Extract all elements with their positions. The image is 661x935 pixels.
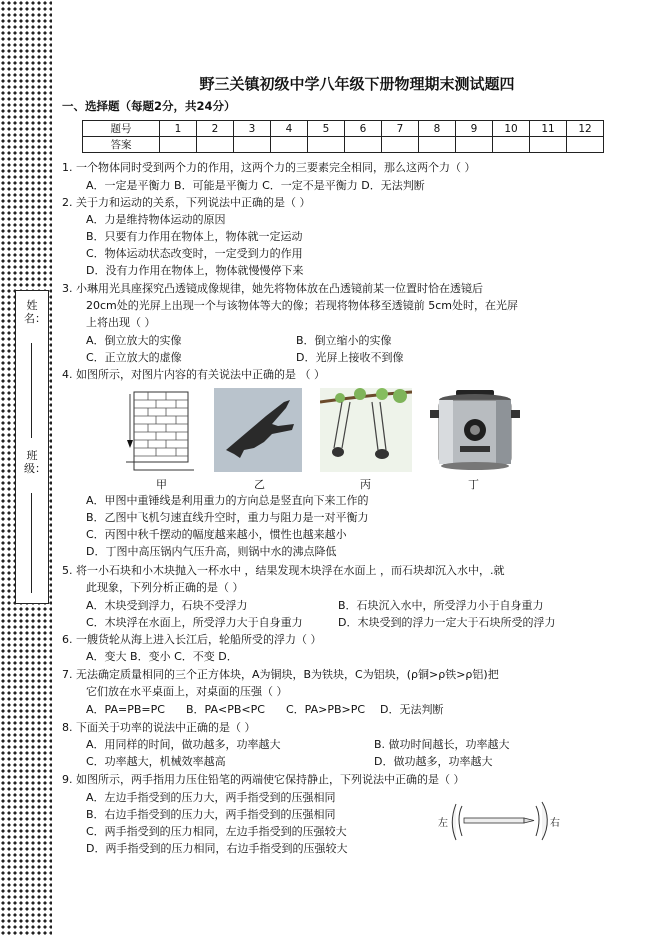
section-heading: 一、选择题（每题2分，共24分） — [62, 99, 236, 113]
q2-option-b: B．只要有力作用在物体上，物体就一定运动 — [86, 230, 303, 243]
q9-option-b: B．右边手指受到的压力大，两手指受到的压强相同 — [86, 808, 336, 821]
q2-stem: 2. 关于力和运动的关系，下列说法中正确的是（ ） — [62, 196, 311, 209]
table-row — [83, 137, 604, 153]
q4-stem: 4. 如图所示，对图片内容的有关说法中正确的是 （ ） — [62, 368, 325, 381]
q5-option-b: B．石块沉入水中，所受浮力小于自身重力 — [338, 599, 544, 612]
table-row — [83, 121, 604, 137]
q3-option-c: C．正立放大的虚像 — [86, 351, 182, 364]
answer-cell[interactable] — [308, 137, 345, 153]
table-cell: 1 — [160, 121, 197, 137]
q5-stem-2: 此现象，下列分析正确的是（ ） — [86, 581, 244, 594]
caption-ding: 丁 — [468, 478, 479, 491]
jet-figure — [214, 388, 302, 472]
table-cell: 5 — [308, 121, 345, 137]
answer-cell[interactable] — [456, 137, 493, 153]
q3-option-d: D．光屏上接收不到像 — [296, 351, 404, 364]
pencil-left-label: 左 — [438, 818, 448, 829]
q4-option-d: D．丁图中高压锅内气压升高，则锅中水的沸点降低 — [86, 545, 337, 558]
q5-option-a: A．木块受到浮力，石块不受浮力 — [86, 599, 248, 612]
q2-option-a: A．力是维持物体运动的原因 — [86, 213, 226, 226]
answer-cell[interactable] — [271, 137, 308, 153]
q8-option-b: B. 做功时间越长，功率越大 — [374, 738, 510, 751]
name-label: 姓名： — [24, 299, 46, 325]
pencil-right-label: 右 — [550, 818, 560, 829]
q2-option-d: D．没有力作用在物体上，物体就慢慢停下来 — [86, 264, 304, 277]
q1-stem: 1. 一个物体同时受到两个力的作用，这两个力的三要素完全相同，那么这两个力（ ） — [62, 161, 476, 174]
caption-yi: 乙 — [254, 478, 265, 491]
q8-option-c: C．功率越大，机械效率越高 — [86, 755, 226, 768]
table-cell: 2 — [197, 121, 234, 137]
swing-figure — [320, 388, 412, 472]
q7-stem-2: 它们放在水平桌面上，对桌面的压强（ ） — [86, 685, 288, 698]
pressure-cooker-figure — [430, 386, 520, 474]
q3-option-b: B．倒立缩小的实像 — [296, 334, 392, 347]
table-cell: 4 — [271, 121, 308, 137]
q8-option-d: D．做功越多，功率越大 — [374, 755, 493, 768]
q5-option-c: C．木块浮在水面上，所受浮力大于自身重力 — [86, 616, 303, 629]
exam-title: 野三关镇初级中学八年级下册物理期末测试题四 — [199, 75, 515, 93]
table-head-answer: 答案 — [83, 137, 160, 153]
q8-option-a: A．用同样的时间，做功越多，功率越大 — [86, 738, 281, 751]
q2-option-c: C．物体运动状态改变时，一定受到力的作用 — [86, 247, 303, 260]
table-cell: 10 — [493, 121, 530, 137]
plumb-line-figure — [126, 390, 194, 472]
answer-cell[interactable] — [567, 137, 604, 153]
q7-option-b: B．PA<PB<PC — [186, 703, 265, 716]
q9-stem: 9. 如图所示，两手指用力压住铅笔的两端使它保持静止，下列说法中正确的是（ ） — [62, 773, 465, 786]
answer-cell[interactable] — [234, 137, 271, 153]
q4-option-b: B．乙图中飞机匀速直线升空时，重力与阻力是一对平衡力 — [86, 511, 369, 524]
table-cell: 6 — [345, 121, 382, 137]
caption-jia: 甲 — [156, 478, 167, 491]
q7-stem-1: 7. 无法确定质量相同的三个正方体块，A为铜块，B为铁块，C为铝块，(ρ铜>ρ铁>ρ铝)把 — [62, 668, 499, 681]
class-label: 班级： — [24, 449, 46, 475]
q5-option-d: D．木块受到的浮力一定大于石块所受的浮力 — [338, 616, 556, 629]
student-info-box — [15, 290, 49, 604]
answer-table — [82, 120, 604, 153]
table-cell: 7 — [382, 121, 419, 137]
q7-option-c: C．PA>PB>PC — [286, 703, 366, 716]
table-cell: 12 — [567, 121, 604, 137]
table-cell: 11 — [530, 121, 567, 137]
caption-bing: 丙 — [360, 478, 371, 491]
answer-cell[interactable] — [345, 137, 382, 153]
q3-stem-2: 20cm处的光屏上出现一个与该物体等大的像；若现将物体移至透镜前 5cm处时，在光屏 — [86, 299, 519, 312]
table-cell: 3 — [234, 121, 271, 137]
q9-option-d: D．两手指受到的压力相同，右边手指受到的压强较大 — [86, 842, 348, 855]
answer-cell[interactable] — [493, 137, 530, 153]
q5-stem-1: 5. 将一小石块和小木块抛入一杯水中 ，结果发现木块浮在水面上 ，而石块却沉入水中，.就 — [62, 564, 505, 577]
pencil-fingers-figure — [434, 796, 564, 844]
q1-options: A．一定是平衡力 B．可能是平衡力 C．一定不是平衡力 D．无法判断 — [86, 179, 425, 192]
answer-cell[interactable] — [530, 137, 567, 153]
q4-option-c: C．丙图中秋千摆动的幅度越来越小，惯性也越来越小 — [86, 528, 347, 541]
answer-cell[interactable] — [160, 137, 197, 153]
answer-cell[interactable] — [382, 137, 419, 153]
answer-cell[interactable] — [197, 137, 234, 153]
q7-option-d: D．无法判断 — [380, 703, 444, 716]
q6-options: A．变大 B．变小 C．不变 D． — [86, 650, 238, 663]
q9-option-c: C．两手指受到的压力相同，左边手指受到的压强较大 — [86, 825, 347, 838]
name-blank-line — [31, 343, 32, 438]
q3-option-a: A．倒立放大的实像 — [86, 334, 182, 347]
q3-stem-1: 3. 小琳用光具座探究凸透镜成像规律，她先将物体放在凸透镜前某一位置时恰在透镜后 — [62, 282, 483, 295]
q9-option-a: A．左边手指受到的压力大，两手指受到的压强相同 — [86, 791, 336, 804]
table-cell: 8 — [419, 121, 456, 137]
q4-option-a: A．甲图中重锤线是利用重力的方向总是竖直向下来工作的 — [86, 494, 369, 507]
q3-stem-3: 上将出现（ ） — [86, 316, 156, 329]
class-blank-line — [31, 493, 32, 593]
q7-option-a: A．PA=PB=PC — [86, 703, 165, 716]
q8-stem: 8. 下面关于功率的说法中正确的是（ ） — [62, 721, 256, 734]
q6-stem: 6. 一艘货轮从海上进入长江后，轮船所受的浮力（ ） — [62, 633, 322, 646]
table-cell: 9 — [456, 121, 493, 137]
answer-cell[interactable] — [419, 137, 456, 153]
table-head-number: 题号 — [83, 121, 160, 137]
